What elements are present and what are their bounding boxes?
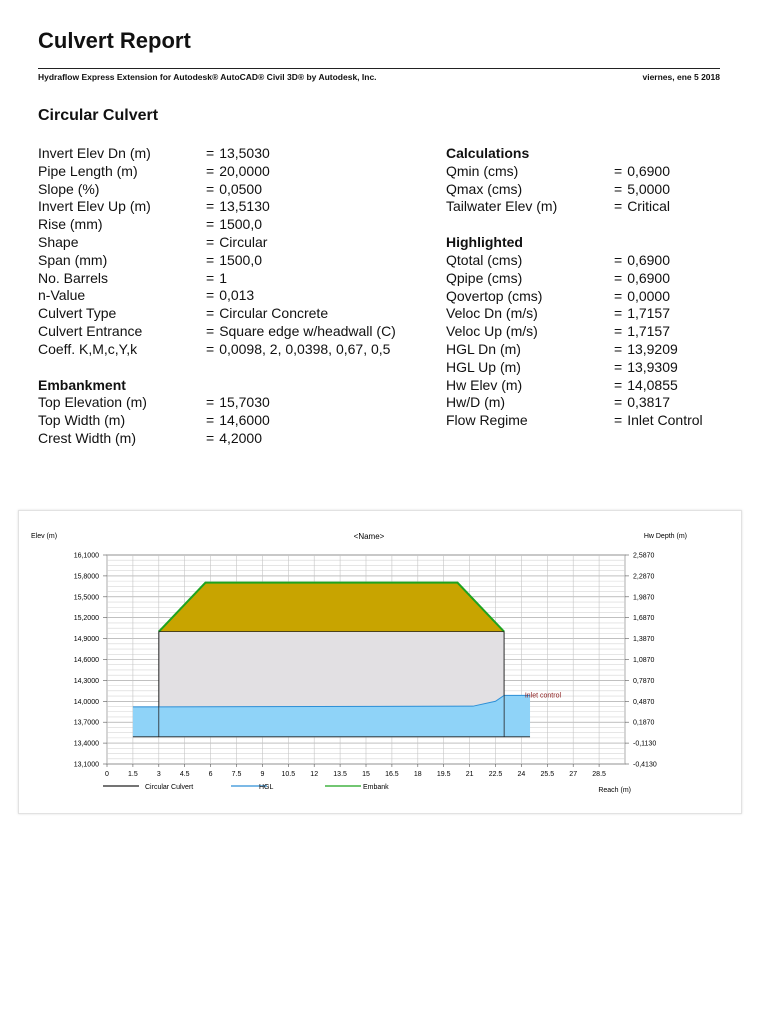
x-tick-label: 1.5 [128, 771, 138, 778]
report-title: Culvert Report [38, 28, 191, 53]
highlighted-heading: Highlighted [446, 234, 523, 251]
param-value-text: Circular Concrete [219, 305, 329, 322]
y2-tick-label: 1,9870 [633, 594, 655, 602]
inlet-control-label: Inlet control [524, 692, 562, 700]
param-value-text: 0,6900 [627, 269, 671, 286]
param-value: = 5,0000 [614, 180, 671, 197]
param-row [38, 234, 438, 252]
x-tick-label: 3 [156, 771, 161, 778]
param-value: = 1500,0 [206, 251, 263, 268]
param-value-text: 0,6900 [627, 251, 671, 268]
y-tick-label: 14,0000 [73, 698, 99, 706]
x-tick-label: 4.5 [179, 771, 190, 778]
param-value: = 4,2000 [206, 429, 263, 446]
param-value: = 15,7030 [206, 394, 270, 411]
y-tick-label: 13,4000 [73, 740, 99, 748]
x-tick-label: 13.5 [333, 771, 347, 778]
param-value-text: 0,0500 [219, 180, 263, 197]
calculation-results [446, 145, 746, 430]
param-value-text: 13,5030 [219, 145, 270, 161]
param-value-text: 5,0000 [627, 180, 671, 197]
param-value-text: 0,0000 [627, 287, 671, 304]
param-value-text: Square edge w/headwall (C) [219, 322, 396, 339]
param-label: Qmax (cms) [446, 180, 523, 197]
param-value: = 14,0855 [614, 376, 678, 393]
y2-tick-label: 0,4870 [633, 698, 655, 706]
report-date: viernes, ene 5 2018 [642, 72, 720, 82]
param-value: = 0,6900 [614, 251, 671, 268]
y-tick-label: 15,2000 [73, 615, 99, 623]
culvert-profile-chart [18, 510, 742, 814]
param-label: HGL Up (m) [446, 358, 521, 375]
param-value: = 0,0098, 2, 0,0398, 0,67, 0,5 [206, 340, 391, 357]
param-row [38, 412, 438, 430]
param-label: Crest Width (m) [38, 429, 136, 446]
param-row [38, 341, 438, 359]
y2-tick-label: 1,6870 [633, 615, 655, 623]
param-row [38, 163, 438, 181]
profile-chart-svg [19, 511, 741, 813]
param-value-text: 1 [219, 269, 227, 286]
y2-tick-label: 0,7870 [633, 677, 655, 685]
param-row [446, 323, 746, 341]
legend-label: Embank [363, 784, 389, 791]
param-label: HGL Dn (m) [446, 340, 521, 357]
param-value: = 13,5130 [206, 198, 270, 215]
param-value: = 13,9309 [614, 358, 678, 375]
param-row [38, 394, 438, 412]
embankment-heading: Embankment [38, 376, 126, 393]
param-value: = 20,0000 [206, 162, 270, 179]
param-row [446, 341, 746, 359]
x-tick-label: 25.5 [540, 771, 555, 778]
y2-axis-title: Hw Depth (m) [643, 533, 687, 540]
x-tick-label: 18 [413, 771, 422, 778]
param-label: Hw Elev (m) [446, 376, 523, 393]
param-value-text: 14,0855 [627, 376, 678, 393]
param-value: = 1 [206, 269, 227, 286]
param-label: Top Width (m) [38, 412, 126, 429]
section-title: Circular Culvert [38, 107, 159, 124]
y-axis-title: Elev (m) [31, 533, 58, 540]
param-label: Flow Regime [446, 412, 528, 429]
param-value: = Inlet Control [614, 412, 703, 429]
param-value-text: 1500,0 [219, 216, 263, 233]
param-row [38, 252, 438, 270]
param-row [446, 359, 746, 377]
param-value-text: 1500,0 [219, 251, 263, 268]
param-value: = 13,5030 [206, 145, 270, 161]
param-value-text: 15,7030 [219, 394, 270, 411]
param-value: = 0,0000 [614, 287, 671, 304]
param-value-text: 0,0098, 2, 0,0398, 0,67, 0,5 [219, 340, 391, 357]
x-tick-label: 16.5 [385, 771, 399, 778]
param-row [446, 377, 746, 395]
y-tick-label: 16,1000 [73, 552, 99, 560]
param-label: Hw/D (m) [446, 394, 506, 411]
param-label: Top Elevation (m) [38, 394, 147, 411]
param-value-text: Circular [219, 233, 268, 250]
param-row [38, 181, 438, 199]
embankment-parameter-list [38, 394, 438, 447]
param-value-text: 1,7157 [627, 323, 671, 340]
highlighted-list [446, 252, 746, 430]
embankment-fill [159, 583, 504, 632]
param-label: n-Value [38, 287, 86, 304]
param-row [38, 287, 438, 305]
param-value: = Circular Concrete [206, 305, 329, 322]
y-tick-label: 14,9000 [73, 636, 99, 644]
x-tick-label: 12 [310, 771, 319, 778]
param-value: = Square edge w/headwall (C) [206, 322, 396, 339]
param-label: Culvert Entrance [38, 322, 143, 339]
calculations-heading: Calculations [446, 145, 530, 161]
param-label: Qtotal (cms) [446, 251, 523, 268]
param-value: = 1,7157 [614, 305, 671, 322]
param-label: Qovertop (cms) [446, 287, 543, 304]
x-tick-label: 10.5 [281, 771, 296, 778]
param-row [446, 394, 746, 412]
x-tick-label: 27 [569, 771, 578, 778]
y2-tick-label: 1,0870 [633, 657, 655, 664]
param-value-text: 4,2000 [219, 429, 263, 446]
param-value-text: 13,9209 [627, 340, 678, 357]
x-tick-label: 0 [105, 771, 109, 778]
param-row [446, 252, 746, 270]
param-label: Pipe Length (m) [38, 162, 138, 179]
x-tick-label: 28.5 [592, 771, 606, 778]
x-tick-label: 9 [260, 771, 265, 778]
param-label: Tailwater Elev (m) [446, 198, 558, 215]
chart-title: <Name> [353, 532, 385, 541]
y-tick-label: 14,3000 [73, 677, 99, 685]
y-tick-label: 13,1000 [73, 761, 99, 769]
x-axis-title: Reach (m) [598, 787, 631, 794]
param-value-text: 0,013 [219, 287, 255, 304]
param-row [446, 288, 746, 306]
param-row [38, 216, 438, 234]
culvert-parameters [38, 145, 438, 448]
param-label: Culvert Type [38, 305, 117, 322]
y2-tick-label: 1,3870 [633, 636, 655, 644]
param-value-text: 0,6900 [627, 162, 671, 179]
calculations-list [446, 163, 746, 216]
param-row [38, 305, 438, 323]
x-tick-label: 15 [362, 771, 370, 778]
y-tick-label: 13,7000 [73, 719, 99, 727]
param-label: Shape [38, 233, 79, 250]
param-label: Span (mm) [38, 251, 108, 268]
param-row [38, 198, 438, 216]
param-value-text: Inlet Control [627, 412, 703, 429]
x-tick-label: 22.5 [488, 771, 503, 778]
param-value: = Critical [614, 198, 670, 215]
x-tick-label: 7.5 [231, 771, 242, 778]
param-row [446, 198, 746, 216]
param-value: = 0,6900 [614, 269, 671, 286]
param-row [38, 430, 438, 448]
param-label: Invert Elev Up (m) [38, 198, 151, 215]
y-tick-label: 15,8000 [73, 573, 99, 581]
param-value-text: 14,6000 [219, 412, 270, 429]
param-label: Veloc Dn (m/s) [446, 305, 538, 322]
param-value: = 0,0500 [206, 180, 263, 197]
param-value: = 0,013 [206, 287, 255, 304]
param-label: Veloc Up (m/s) [446, 323, 538, 340]
y2-tick-label: -0,4130 [633, 761, 657, 769]
param-value: = 0,3817 [614, 394, 671, 411]
param-value-text: 13,5130 [219, 198, 270, 215]
param-label: Qmin (cms) [446, 162, 519, 179]
param-row [446, 270, 746, 288]
param-label: No. Barrels [38, 269, 109, 286]
param-value: = Circular [206, 233, 268, 250]
main-parameter-list [38, 145, 438, 359]
param-value: = 14,6000 [206, 412, 270, 429]
param-value-text: Critical [627, 198, 670, 215]
x-tick-label: 24 [517, 771, 526, 778]
param-value: = 1500,0 [206, 216, 263, 233]
legend-label: HGL [259, 784, 274, 791]
y-tick-label: 15,5000 [73, 594, 99, 602]
param-value: = 0,6900 [614, 162, 671, 179]
param-row [38, 270, 438, 288]
x-tick-label: 6 [208, 771, 213, 778]
param-label: Qpipe (cms) [446, 269, 523, 286]
legend-label: Circular Culvert [145, 784, 194, 791]
param-value-text: 20,0000 [219, 162, 270, 179]
software-credit: Hydraflow Express Extension for Autodesk® AutoCAD® Civil 3D® by Autodesk, Inc. [38, 72, 377, 82]
param-label: Coeff. K,M,c,Y,k [38, 340, 138, 357]
param-value-text: 0,3817 [627, 394, 671, 411]
x-tick-label: 21 [465, 771, 474, 778]
param-label: Invert Elev Dn (m) [38, 145, 151, 161]
param-value-text: 13,9309 [627, 358, 678, 375]
param-value: = 1,7157 [614, 323, 671, 340]
param-value-text: 1,7157 [627, 305, 671, 322]
x-tick-label: 19.5 [436, 771, 451, 778]
param-label: Slope (%) [38, 180, 100, 197]
y2-tick-label: 0,1870 [633, 719, 655, 727]
param-row [446, 305, 746, 323]
param-row [446, 181, 746, 199]
y2-tick-label: 2,2870 [633, 573, 655, 581]
param-row [446, 412, 746, 430]
param-value: = 13,9209 [614, 340, 678, 357]
param-row [446, 163, 746, 181]
param-row [38, 145, 438, 163]
y2-tick-label: 2,5870 [633, 552, 655, 560]
param-row [38, 323, 438, 341]
param-label: Rise (mm) [38, 216, 103, 233]
header-divider [38, 68, 720, 69]
y2-tick-label: -0,1130 [633, 740, 657, 748]
y-tick-label: 14,6000 [73, 657, 99, 664]
